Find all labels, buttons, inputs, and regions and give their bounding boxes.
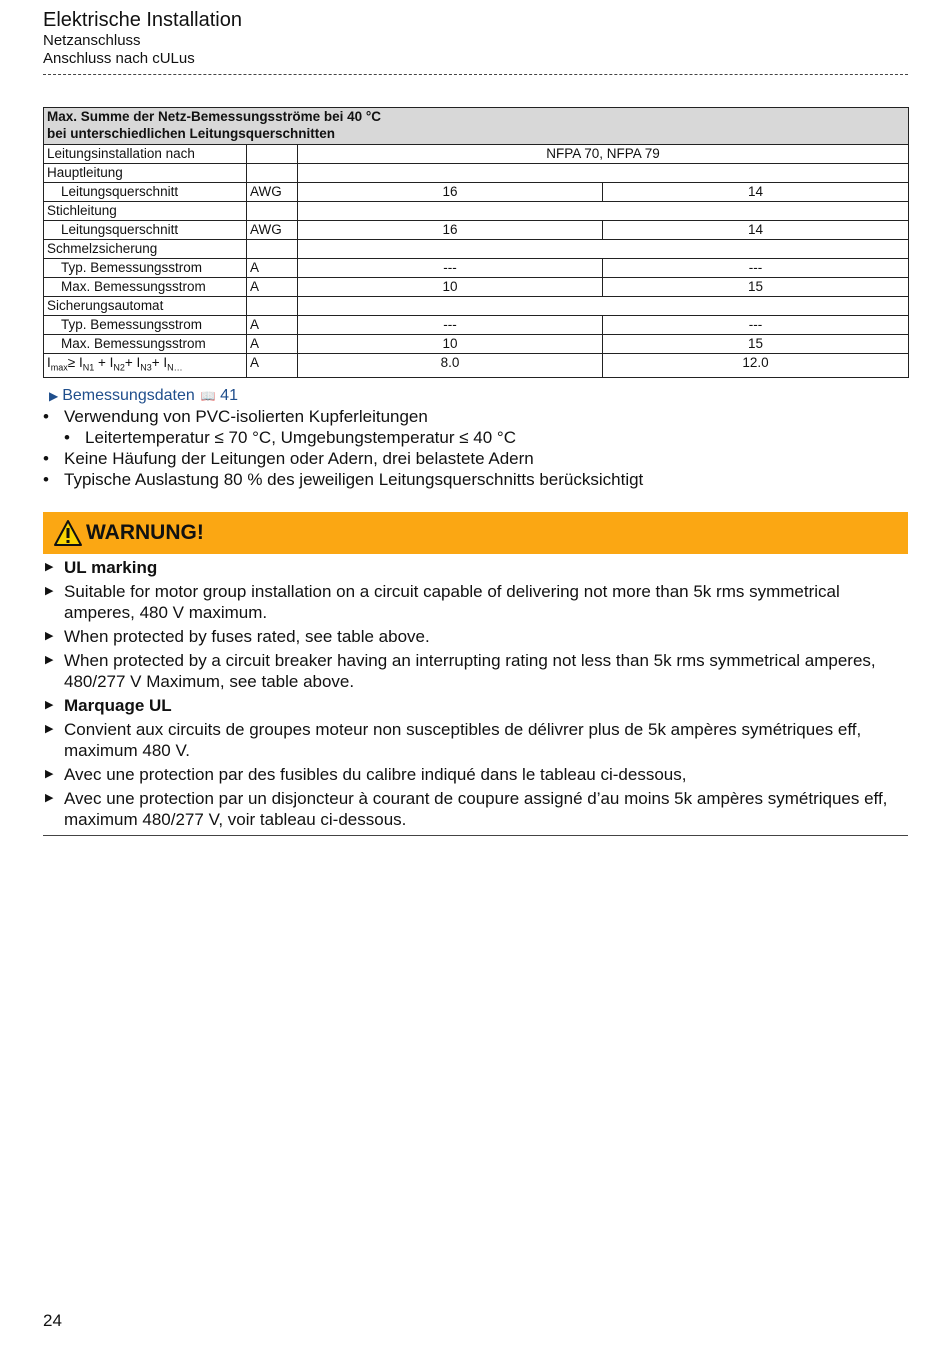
list-item: ▶ Avec une protection par un disjoncteur à courant de coupure assigné d’au moins 5k ampères symétriques eff, maximum 480/277 V, voir tableau ci-dessous. [45, 789, 888, 829]
table-row: Leitungsquerschnitt AWG 16 14 [44, 183, 909, 202]
notes-list [43, 406, 908, 490]
list-item: ▶ Suitable for motor group installation on a circuit capable of delivering not more than 5k rms symmetrical amperes, 480 V maximum. [45, 582, 840, 622]
notes-section [43, 386, 908, 490]
table-row: Schmelzsicherung [44, 240, 909, 259]
table-row: Leitungsquerschnitt AWG 16 14 [44, 221, 909, 240]
arrow-right-icon: ▶ [45, 768, 54, 780]
list-item: • Typische Auslastung 80 % des jeweiligen Leitungsquerschnitts berücksichtigt [43, 469, 908, 490]
warning-banner [43, 512, 908, 554]
table-row: Leitungsinstallation nach NFPA 70, NFPA 79 [44, 145, 909, 164]
arrow-right-icon: ▶ [45, 723, 54, 735]
cross-reference-link[interactable]: ▶ Bemessungsdaten 📖 41 [49, 387, 238, 404]
table-row: Typ. Bemessungsstrom A --- --- [44, 316, 909, 335]
section-title: Netzanschluss [43, 32, 141, 49]
list-item: • Leitertemperatur ≤ 70 °C, Umgebungstemperatur ≤ 40 °C [43, 427, 908, 448]
table-title-row [44, 108, 909, 145]
list-item: • Keine Häufung der Leitungen oder Adern, drei belastete Adern [43, 448, 908, 469]
arrow-right-icon: ▶ [45, 585, 54, 597]
list-item: ▶ UL marking [45, 558, 158, 577]
warning-label: WARNUNG! [86, 521, 204, 544]
list-item: ▶ When protected by fuses rated, see table above. [45, 627, 430, 646]
table-row: Hauptleitung [44, 164, 909, 183]
page-header [43, 8, 908, 68]
table-row: Max. Bemessungsstrom A 10 15 [44, 335, 909, 354]
list-item: ▶ When protected by a circuit breaker having an interrupting rating not less than 5k rms symmetrical amperes, 480/277 V Maximum, see table above. [45, 651, 876, 691]
list-item: ▶ Convient aux circuits de groupes moteur non susceptibles de délivrer plus de 5k ampères symétriques eff, maximum 480 V. [45, 720, 862, 760]
subsection-title: Anschluss nach cULus [43, 50, 195, 67]
table-title: Max. Summe der Netz-Bemessungsströme bei 40 °C bei unterschiedlichen Leitungsquerschnitten [44, 108, 909, 145]
ratings-table [43, 107, 909, 378]
table-row: $I_{max}\ge I_{N1} + I_{N2}+ I_{N3}+ I_{N\dots}$ A 8.0 12.0 [44, 354, 909, 378]
arrow-right-icon: ▶ [45, 792, 54, 804]
current-sum-formula: $I_{max}\ge I_{N1} + I_{N2}+ I_{N3}+ I_{N\dots}$ [44, 354, 247, 378]
arrow-right-icon: ▶ [45, 699, 54, 711]
arrow-right-icon: ▶ [45, 630, 54, 642]
list-item: ▶ Marquage UL [45, 696, 172, 715]
warning-list [43, 557, 908, 833]
table-row: Typ. Bemessungsstrom A --- --- [44, 259, 909, 278]
arrow-right-icon: ▶ [45, 654, 54, 666]
triangle-right-icon: ▶ [49, 389, 59, 403]
page-title: Elektrische Installation [43, 9, 242, 31]
arrow-right-icon: ▶ [45, 561, 54, 573]
warning-end-divider [43, 835, 908, 836]
page-number: 24 [43, 1311, 62, 1330]
table-row: Max. Bemessungsstrom A 10 15 [44, 278, 909, 297]
list-item: ▶ Avec une protection par des fusibles du calibre indiqué dans le tableau ci-dessous, [45, 765, 687, 784]
table-row: Stichleitung [44, 202, 909, 221]
book-icon: 📖 [200, 389, 216, 403]
table-row: Sicherungsautomat [44, 297, 909, 316]
list-item: • Verwendung von PVC-isolierten Kupferleitungen [43, 406, 908, 427]
header-divider [43, 74, 908, 75]
warning-triangle-icon [53, 519, 83, 547]
